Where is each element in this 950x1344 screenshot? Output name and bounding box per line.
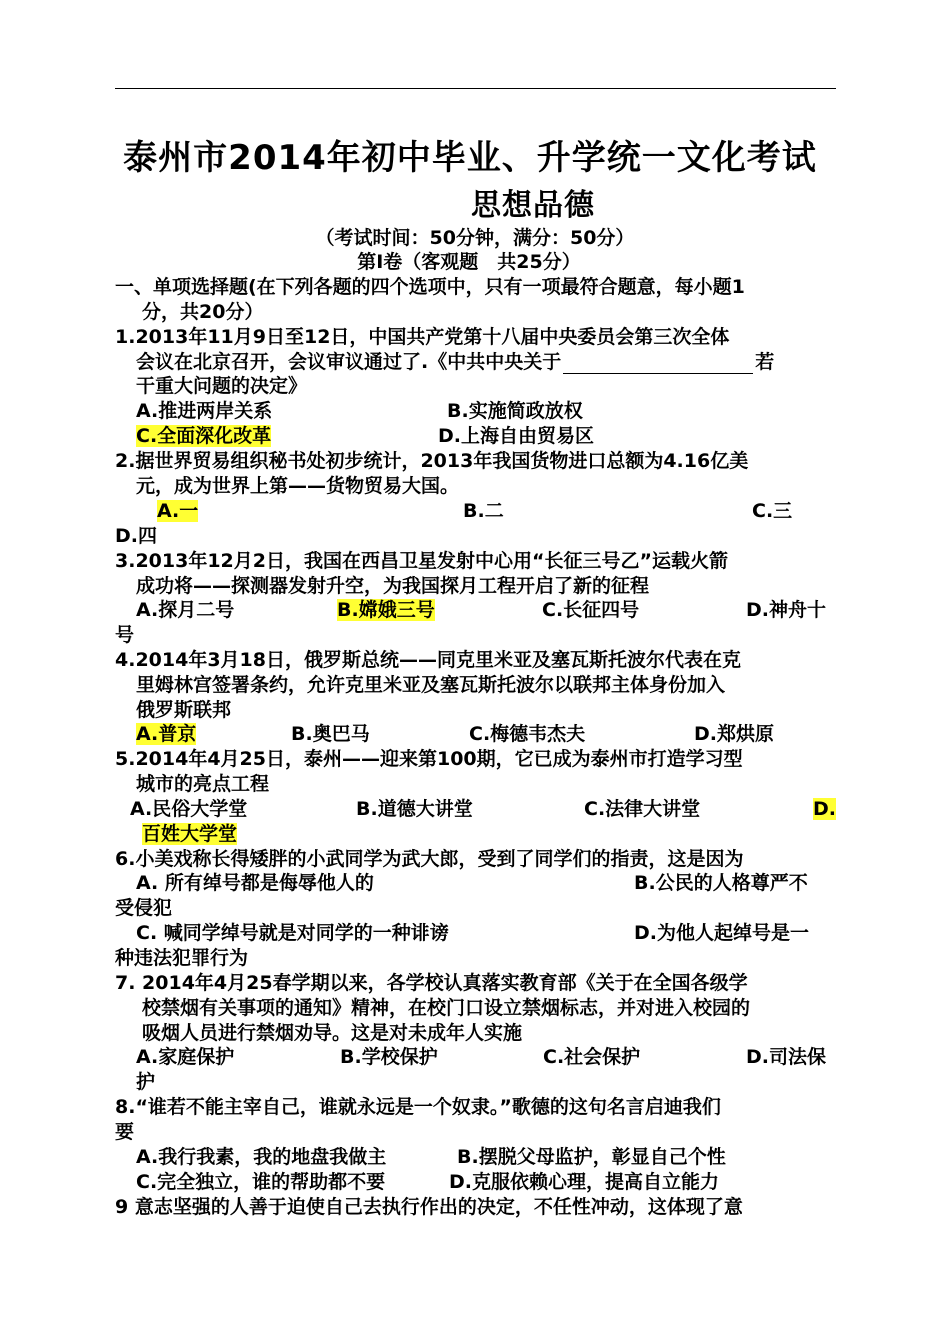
volume-heading: 第Ⅰ卷（客观题 共25分） [357,251,581,273]
q1-option-d: D.上海自由贸易区 [438,425,594,447]
q2-option-b: B.二 [463,500,504,522]
q1-option-c [136,424,271,448]
q1-stem-line2 [136,350,774,374]
q2-stem-line1: 2.据世界贸易组织秘书处初步统计，2013年我国货物进口总额为4.16亿美 [115,450,749,472]
q3-stem-line1: 3.2013年12月2日，我国在西昌卫星发射中心用“长征三号乙”运载火箭 [115,550,728,572]
q6-option-b-wrap: 受侵犯 [115,897,173,919]
q3-option-c: C.长征四号 [542,599,640,621]
q4-option-c: C.梅德韦杰夫 [469,723,586,745]
section-heading-line1: 一、单项选择题(在下列各题的四个选项中，只有一项最符合题意，每小题1 [115,276,745,298]
q6-option-c: C. 喊同学绰号就是对同学的一种诽谤 [136,922,449,944]
q7-option-c: C.社会保护 [543,1046,641,1068]
q8-option-b: B.摆脱父母监护，彰显自己个性 [457,1146,726,1168]
q5-option-d [813,797,836,821]
q9-stem-line1: 9 意志坚强的人善于迫使自己去执行作出的决定，不任性冲动，这体现了意 [115,1196,743,1218]
q4-option-b: B.奥巴马 [291,723,370,745]
q5-option-d-highlight: D. [813,798,836,820]
q6-option-a: A. 所有绰号都是侮辱他人的 [136,872,374,894]
q1-answer-blank [563,355,753,374]
q1-stem-line1: 1.2013年11月9日至12日，中国共产党第十八届中央委员会第三次全体 [115,326,730,348]
q3-option-b-highlight: B.嫦娥三号 [337,599,435,621]
q2-option-a-highlight: A.一 [157,500,199,522]
q3-stem-line2: 成功将——探测器发射升空，为我国探月工程开启了新的征程 [136,575,650,597]
q6-option-d-wrap: 种违法犯罪行为 [115,947,249,969]
q2-option-d: D.四 [115,525,157,547]
q7-option-b: B.学校保护 [340,1046,438,1068]
exam-subject: 思想品德 [471,188,595,223]
q4-option-a [136,722,196,746]
q4-stem-line2: 里姆林宫签署条约，允许克里米亚及塞瓦斯托波尔以联邦主体身份加入 [136,674,726,696]
section-heading-line2: 分，共20分） [142,301,264,323]
q4-stem-line1: 4.2014年3月18日，俄罗斯总统——同克里米亚及塞瓦斯托波尔代表在克 [115,649,741,671]
q3-option-d-wrap: 号 [115,624,135,646]
top-rule [115,88,836,89]
q3-option-b [337,598,435,622]
q8-option-d: D.克服依赖心理，提高自立能力 [449,1171,719,1193]
q5-option-b: B.道德大讲堂 [356,798,473,820]
exam-title: 泰州市2014年初中毕业、升学统一文化考试 [123,138,817,178]
q6-option-b: B.公民的人格尊严不 [634,872,808,894]
q1-stem-line3: 干重大问题的决定》 [136,375,308,397]
q5-option-a: A.民俗大学堂 [130,798,248,820]
q2-option-a [157,499,198,523]
q6-stem-line1: 6.小美戏称长得矮胖的小武同学为武大郎，受到了同学们的指责，这是因为 [115,848,744,870]
q1-option-a: A.推进两岸关系 [136,400,273,422]
q5-option-d-wrap [142,822,237,846]
q1-option-b: B.实施简政放权 [447,400,583,422]
q4-option-a-highlight: A.普京 [136,723,197,745]
q7-option-d: D.司法保 [746,1046,826,1068]
q1-stem-text-end: 若 [755,351,775,373]
q5-stem-line1: 5.2014年4月25日，泰州——迎来第100期，它已成为泰州市打造学习型 [115,748,743,770]
q8-stem-line2: 要 [115,1121,135,1143]
q7-option-a: A.家庭保护 [136,1046,235,1068]
q3-option-a: A.探月二号 [136,599,235,621]
q3-option-d: D.神舟十 [746,599,826,621]
q4-stem-line3: 俄罗斯联邦 [136,699,232,721]
q7-stem-line2: 校禁烟有关事项的通知》精神，在校门口设立禁烟标志，并对进入校园的 [142,997,751,1019]
q5-option-c: C.法律大讲堂 [584,798,701,820]
q1-option-c-highlight: C.全面深化改革 [136,425,272,447]
q7-option-d-wrap: 护 [136,1071,156,1093]
q8-option-a: A.我行我素，我的地盘我做主 [136,1146,387,1168]
q6-option-d: D.为他人起绰号是一 [634,922,809,944]
q4-option-d: D.郑烘原 [694,723,774,745]
q2-stem-line2: 元，成为世界上第——货物贸易大国。 [136,475,460,497]
q8-stem-line1: 8.“谁若不能主宰自己，谁就永远是一个奴隶。”歌德的这句名言启迪我们 [115,1096,721,1118]
q8-option-c: C.完全独立，谁的帮助都不要 [136,1171,386,1193]
q7-stem-line3: 吸烟人员进行禁烟劝导。这是对未成年人实施 [142,1022,523,1044]
q7-stem-line1: 7. 2014年4月25春学期以来，各学校认真落实教育部《关于在全国各级学 [115,972,748,994]
exam-info: （考试时间：50分钟，满分：50分） [315,227,635,249]
q2-option-c: C.三 [752,500,793,522]
q1-stem-text: 会议在北京召开，会议审议通过了.《中共中央关于 [136,351,562,373]
q5-stem-line2: 城市的亮点工程 [136,773,270,795]
q5-option-d-wrap-highlight: 百姓大学堂 [142,823,238,845]
